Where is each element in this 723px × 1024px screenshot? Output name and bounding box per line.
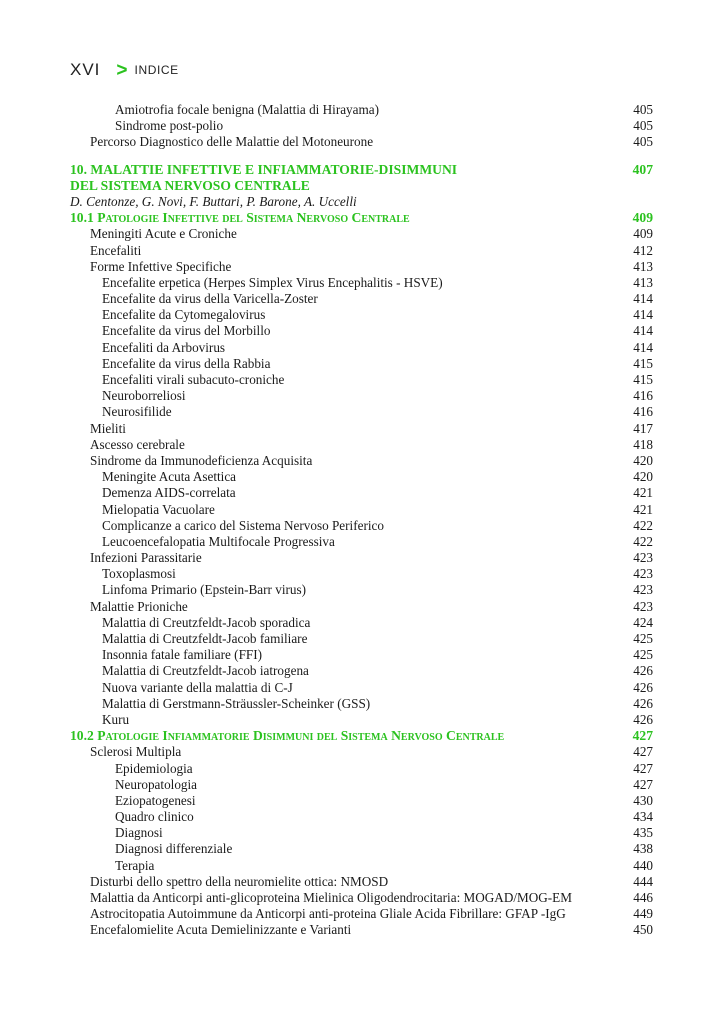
toc-entry-title: Encefalite da virus della Varicella-Zoster — [102, 291, 318, 307]
toc-entry — [0, 259, 723, 275]
toc-entry-page: 413 — [633, 258, 653, 274]
toc-entry-title: Astrocitopatia Autoimmune da Anticorpi anti-proteina Gliale Acida Fibrillare: GFAP -IgG — [90, 906, 566, 922]
toc-entry — [0, 291, 723, 307]
section-title: Patologie Infiammatorie Disimmuni del Sistema Nervoso Centrale — [97, 728, 505, 744]
page-number: XVI — [70, 60, 101, 79]
toc-entry — [0, 809, 723, 825]
toc-entry — [0, 696, 723, 712]
toc-entry-page: 416 — [633, 404, 653, 420]
toc-entry — [0, 777, 723, 793]
toc-entry-title: Neurosifilide — [102, 404, 172, 420]
toc-entry-page: 413 — [633, 274, 653, 290]
toc-entry — [0, 421, 723, 437]
toc-entry-title: Encefalite da virus del Morbillo — [102, 323, 271, 339]
toc-entry-page: 405 — [633, 118, 653, 134]
toc-entry-title: Malattia di Creutzfeldt-Jacob iatrogena — [102, 663, 309, 679]
toc-entry-title: Malattia di Gerstmann-Sträussler-Scheinker (GSS) — [102, 695, 371, 711]
toc-entry-page: 420 — [633, 452, 653, 468]
running-header — [70, 59, 179, 81]
toc-entry — [0, 102, 723, 118]
chevron-right-icon: > — [116, 59, 128, 81]
toc-entry-title: Diagnosi differenziale — [115, 841, 233, 857]
toc-entry-title: Epidemiologia — [115, 760, 193, 776]
toc-entry-page: 414 — [633, 307, 653, 323]
toc-entry — [0, 388, 723, 404]
toc-entry-page: 427 — [633, 760, 653, 776]
toc-entry-page: 426 — [633, 695, 653, 711]
toc-entry-title: Sclerosi Multipla — [90, 744, 182, 760]
toc-entry-page: 420 — [633, 469, 653, 485]
toc-entry-title: Disturbi dello spettro della neuromielite ottica: NMOSD — [90, 873, 389, 889]
toc-entry — [0, 566, 723, 582]
toc-entry-page: 414 — [633, 291, 653, 307]
toc-entry-title: Toxoplasmosi — [102, 566, 176, 582]
section-heading — [0, 728, 723, 744]
toc-entry-page: 415 — [633, 372, 653, 387]
toc-entry — [0, 761, 723, 777]
toc-entry-page: 416 — [633, 388, 653, 404]
toc-entry-title: Diagnosi — [115, 825, 163, 841]
toc-entry-page: 414 — [633, 323, 653, 339]
toc-entry-title: Mieliti — [90, 420, 126, 436]
toc-entry-page: 440 — [633, 857, 653, 873]
toc-entry-title: Encefaliti — [90, 242, 142, 258]
toc-entry-title — [70, 210, 410, 226]
toc-entry-title: Demenza AIDS-correlata — [102, 485, 236, 501]
toc-entry-title: Encefalite da Cytomegalovirus — [102, 307, 266, 323]
toc-entry-page: 418 — [633, 436, 653, 452]
toc-entry — [0, 340, 723, 356]
toc-entry-title: Malattia di Creutzfeldt-Jacob familiare — [102, 631, 308, 646]
toc-entry-title: Nuova variante della malattia di C-J — [102, 679, 293, 695]
header-section-title: INDICE — [134, 63, 179, 77]
toc-entry-title: Complicanze a carico del Sistema Nervoso Periferico — [102, 517, 384, 533]
toc-entry-page: 423 — [633, 550, 653, 566]
toc-entry-page: 409 — [633, 226, 653, 242]
toc-entry-title: D. Centonze, G. Novi, F. Buttari, P. Barone, A. Uccelli — [70, 193, 357, 209]
toc-entry-page: 427 — [633, 776, 653, 792]
toc-entry-title: Encefalite erpetica (Herpes Simplex Virus Encephalitis - HSVE) — [102, 274, 443, 290]
toc-entry — [0, 243, 723, 259]
toc-entry-title: 10. MALATTIE INFETTIVE E INFIAMMATORIE-DISIMMUNI — [70, 161, 458, 177]
toc-entry-title: Terapia — [115, 857, 155, 873]
toc-entry-title: Leucoencefalopatia Multifocale Progressiva — [102, 533, 335, 549]
toc-entry-page: 438 — [633, 841, 653, 857]
toc-entry-title: Forme Infettive Specifiche — [90, 258, 232, 274]
toc-entry-title: Kuru — [102, 711, 130, 727]
toc-entry — [0, 841, 723, 857]
toc-entry-title: Mielopatia Vacuolare — [102, 501, 215, 517]
toc-entry-page: 449 — [633, 906, 653, 922]
toc-entry-page: 434 — [633, 809, 653, 825]
toc-entry-title: Ascesso cerebrale — [90, 436, 185, 452]
toc-entry-page: 423 — [633, 598, 653, 614]
toc-entry-title: Infezioni Parassitarie — [90, 550, 202, 566]
toc-entry-title: Eziopatogenesi — [115, 792, 196, 808]
toc-entry-page: 421 — [633, 485, 653, 501]
toc-entry — [0, 793, 723, 809]
toc-entry-page: 417 — [633, 420, 653, 436]
toc-entry — [0, 437, 723, 453]
table-of-contents — [0, 102, 723, 939]
toc-entry — [0, 226, 723, 242]
toc-entry — [0, 890, 723, 906]
toc-entry — [0, 118, 723, 134]
toc-entry-title: Linfoma Primario (Epstein-Barr virus) — [102, 582, 306, 598]
toc-entry — [0, 534, 723, 550]
toc-entry-title: Encefaliti da Arbovirus — [102, 339, 226, 355]
toc-entry — [0, 615, 723, 631]
toc-entry-title: DEL SISTEMA NERVOSO CENTRALE — [70, 177, 310, 193]
toc-entry-title: Encefaliti virali subacuto-croniche — [102, 372, 285, 387]
toc-entry-page: 407 — [632, 161, 653, 177]
toc-entry — [0, 323, 723, 339]
toc-entry-title: Encefalite da virus della Rabbia — [102, 355, 271, 371]
toc-entry — [0, 372, 723, 388]
toc-entry-title: Neuroborreliosi — [102, 388, 186, 404]
toc-entry — [0, 922, 723, 938]
toc-entry-title: Malattie Prioniche — [90, 598, 188, 614]
toc-entry — [0, 550, 723, 566]
toc-entry-page: 426 — [633, 679, 653, 695]
toc-entry-page: 427 — [633, 744, 653, 760]
toc-entry-title: Encefalomielite Acuta Demielinizzante e Varianti — [90, 922, 352, 938]
section-heading — [0, 210, 723, 226]
toc-entry — [0, 858, 723, 874]
toc-entry — [0, 582, 723, 598]
toc-entry-title: Meningiti Acute e Croniche — [90, 226, 237, 242]
toc-entry — [0, 825, 723, 841]
toc-entry — [0, 712, 723, 728]
toc-entry — [0, 744, 723, 760]
toc-entry-title: Malattia da Anticorpi anti-glicoproteina Mielinica Oligodendrocitaria: MOGAD/MOG-EM — [90, 890, 572, 905]
toc-entry-title: Sindrome post-polio — [115, 118, 224, 134]
toc-entry-page: 426 — [633, 663, 653, 679]
chapter-heading — [0, 162, 723, 178]
toc-entry-page: 414 — [633, 339, 653, 355]
toc-entry — [0, 275, 723, 291]
toc-entry-page: 423 — [633, 582, 653, 598]
toc-entry-page: 450 — [633, 922, 653, 938]
toc-entry-page: 412 — [633, 242, 653, 258]
toc-entry-page: 444 — [633, 873, 653, 889]
toc-entry — [0, 404, 723, 420]
toc-entry — [0, 647, 723, 663]
toc-entry — [0, 307, 723, 323]
toc-entry — [0, 453, 723, 469]
toc-entry — [0, 356, 723, 372]
toc-entry-page: 435 — [633, 825, 653, 841]
toc-entry-page: 423 — [633, 566, 653, 582]
toc-entry — [0, 680, 723, 696]
toc-entry — [0, 906, 723, 922]
toc-entry-title: Amiotrofia focale benigna (Malattia di Hirayama) — [115, 102, 380, 117]
toc-entry-title: Quadro clinico — [115, 809, 194, 825]
toc-entry-page: 425 — [633, 631, 653, 646]
toc-entry-page: 427 — [632, 728, 653, 744]
toc-entry — [0, 663, 723, 679]
toc-entry — [0, 502, 723, 518]
toc-entry — [0, 599, 723, 615]
toc-entry-page: 409 — [632, 210, 653, 226]
toc-entry-title — [70, 728, 504, 744]
chapter-authors — [0, 194, 723, 210]
toc-entry-page: 430 — [633, 792, 653, 808]
toc-entry — [0, 631, 723, 647]
toc-entry-title: Neuropatologia — [115, 776, 198, 792]
toc-entry-page: 425 — [633, 647, 653, 663]
toc-entry-title: Meningite Acuta Asettica — [102, 469, 237, 485]
chapter-heading — [0, 178, 723, 194]
toc-entry-title: Insonnia fatale familiare (FFI) — [102, 647, 263, 663]
toc-entry-title: Percorso Diagnostico delle Malattie del Motoneurone — [90, 134, 374, 150]
section-number: 10.1 — [70, 210, 98, 226]
toc-entry-page: 415 — [633, 355, 653, 371]
toc-entry-page: 422 — [633, 533, 653, 549]
toc-entry-page: 446 — [633, 890, 653, 905]
section-title: Patologie Infettive del Sistema Nervoso Centrale — [97, 210, 410, 226]
section-number: 10.2 — [70, 728, 98, 744]
toc-entry-title: Malattia di Creutzfeldt-Jacob sporadica — [102, 614, 311, 630]
toc-entry-title: Sindrome da Immunodeficienza Acquisita — [90, 452, 313, 468]
toc-entry-page: 424 — [633, 614, 653, 630]
toc-entry — [0, 134, 723, 150]
toc-entry-page: 405 — [633, 134, 653, 150]
toc-entry — [0, 518, 723, 534]
toc-entry-page: 421 — [633, 501, 653, 517]
toc-entry — [0, 874, 723, 890]
toc-entry-page: 422 — [633, 517, 653, 533]
toc-entry — [0, 485, 723, 501]
toc-entry-page: 405 — [633, 102, 653, 117]
toc-entry-page: 426 — [633, 711, 653, 727]
toc-entry — [0, 469, 723, 485]
